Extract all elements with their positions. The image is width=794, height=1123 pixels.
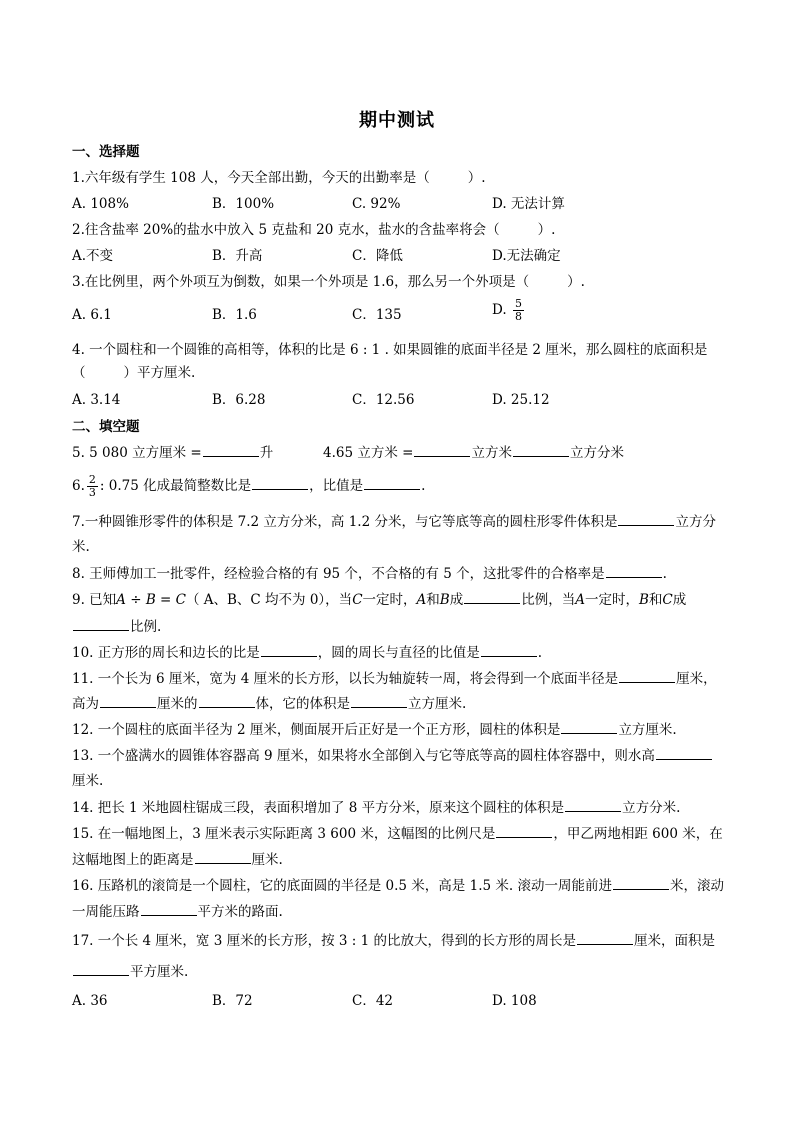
question-text: 一定时，	[584, 592, 639, 608]
option-b: B．1.6	[212, 307, 257, 323]
question-13	[72, 745, 713, 766]
answer-blank[interactable]	[565, 797, 621, 812]
question-text: 这幅地图上的距离是	[72, 852, 194, 868]
unit-text: 厘米，	[676, 671, 717, 687]
unit-text: 立方米	[471, 445, 512, 461]
fraction-denominator: 3	[88, 486, 96, 499]
section-heading-choice: 一、选择题	[72, 144, 140, 160]
question-text: 一定时，	[362, 592, 417, 608]
variable: B	[439, 592, 450, 608]
option-b: B．升高	[212, 248, 263, 264]
question-text: （	[72, 365, 86, 381]
question-text: 厘米的	[157, 696, 198, 712]
question-text: 米，滚动	[669, 878, 724, 894]
answer-blank[interactable]	[351, 693, 407, 708]
question-11	[72, 668, 717, 689]
equation: A ÷ B = C	[116, 592, 186, 608]
page-title: 期中测试	[359, 110, 435, 131]
question-9-line-2	[72, 616, 161, 637]
unit-text: 立方分米.	[622, 800, 681, 816]
question-text: 3.在比例里，两个外项互为倒数，如果一个外项是 1.6，那么另一个外项是（	[72, 274, 530, 290]
question-number: 6.	[72, 478, 85, 494]
unit-text: 立方分米	[569, 445, 624, 461]
question-text-end: ）.	[537, 222, 556, 238]
unit-text: 立方分	[675, 514, 716, 530]
answer-blank[interactable]	[481, 642, 537, 657]
variable: A	[416, 592, 427, 608]
answer-blank[interactable]	[141, 901, 197, 916]
answer-blank[interactable]	[100, 693, 156, 708]
answer-blank[interactable]	[73, 616, 129, 631]
question-6	[72, 474, 425, 499]
answer-blank[interactable]	[656, 745, 712, 760]
question-text: 5. 5 080 立方厘米 =	[72, 445, 202, 461]
question-text: 成	[449, 592, 464, 608]
answer-blank[interactable]	[577, 930, 633, 945]
option-c: C. 92%	[352, 196, 401, 212]
question-16-line-2	[72, 901, 283, 922]
option-a: A. 36	[72, 993, 108, 1009]
question-text: （ A、B、C 均不为 0），当	[185, 592, 353, 608]
question-text: 8. 王师傅加工一批零件，经检验合格的有 95 个，不合格的有 5 个，这批零件的合格率是	[72, 566, 605, 582]
question-text: 厘米，面积是	[634, 933, 715, 949]
question-text: 16. 压路机的滚筒是一个圆柱，它的底面圆的半径是 0.5 米，高是 1.5 米. 滚动一周能前进	[72, 878, 612, 894]
question-text: 9. 已知	[72, 592, 117, 608]
question-text: ，圆的周长与直径的比值是	[317, 645, 480, 661]
question-text: 比例，当	[521, 592, 576, 608]
question-text: 比例.	[130, 619, 162, 635]
fraction-numerator: 2	[88, 473, 96, 486]
option-d: D. 25.12	[492, 392, 550, 408]
question-text: 7.一种圆锥形零件的体积是 7.2 立方分米，高 1.2 分米，与它等底等高的圆柱形零件体积是	[72, 514, 618, 530]
option-d: D.无法确定	[492, 248, 561, 264]
answer-blank[interactable]	[619, 668, 675, 683]
question-text: 体，它的体积是	[255, 696, 350, 712]
question-text: 11. 一个长为 6 厘米，宽为 4 厘米的长方形，以长为轴旋转一周，将会得到一个底面半径是	[72, 671, 619, 687]
answer-blank[interactable]	[203, 442, 259, 457]
question-14	[72, 797, 680, 818]
fraction	[513, 298, 524, 323]
answer-blank[interactable]	[464, 589, 520, 604]
fraction-denominator: 8	[514, 310, 522, 323]
question-text: 和	[426, 592, 440, 608]
option-c: C．42	[352, 993, 394, 1009]
answer-blank[interactable]	[513, 442, 569, 457]
answer-blank[interactable]	[261, 642, 317, 657]
answer-blank[interactable]	[496, 823, 552, 838]
answer-blank[interactable]	[364, 475, 420, 490]
question-13-line-2: 厘米.	[72, 773, 104, 789]
option-a: A. 6.1	[72, 307, 112, 323]
question-text: 14. 把长 1 米地圆柱锯成三段，表面积增加了 8 平方分米，原来这个圆柱的体积是	[72, 800, 565, 816]
question-8	[72, 563, 667, 584]
question-17	[72, 930, 715, 951]
unit-text: 立方厘米.	[618, 722, 677, 738]
option-c: C．降低	[352, 248, 403, 264]
option-d: D. 无法计算	[492, 196, 565, 212]
question-text-end: ）.	[467, 170, 486, 186]
option-c: C．135	[352, 307, 402, 323]
question-3	[72, 272, 585, 292]
option-d-label: D.	[492, 302, 507, 318]
unit-text: 平方厘米.	[130, 964, 189, 980]
option-b: B．72	[212, 993, 253, 1009]
answer-blank[interactable]	[252, 475, 308, 490]
question-text-end: .	[662, 566, 667, 582]
option-a: A. 3.14	[72, 392, 121, 408]
option-c: C．12.56	[352, 392, 415, 408]
question-2	[72, 220, 555, 240]
variable: A	[575, 592, 585, 608]
unit-text: 升	[259, 445, 274, 461]
question-11-line-2	[72, 693, 466, 714]
question-4-line-1: 4. 一个圆柱和一个圆锥的高相等，体积的比是 6 : 1 . 如果圆锥的底面半径是 2 厘米，那么圆柱的底面积是	[72, 342, 708, 358]
question-text: 12. 一个圆柱的底面半径为 2 厘米，侧面展开后正好是一个正方形，圆柱的体积是	[72, 722, 561, 738]
question-text: : 0.75 化成最简整数比是	[99, 478, 252, 494]
variable: C	[662, 592, 673, 608]
question-12	[72, 719, 677, 740]
question-text-end: .	[537, 645, 543, 661]
question-9	[72, 589, 686, 610]
answer-blank[interactable]	[561, 719, 617, 734]
question-text: 15. 在一幅地图上，3 厘米表示实际距离 3 600 米，这幅图的比例尺是	[72, 826, 496, 842]
unit-text: 平方米的路面.	[197, 904, 283, 920]
question-15	[72, 823, 723, 844]
question-7-line-2: 米.	[72, 539, 90, 555]
question-text: 13. 一个盛满水的圆锥体容器高 9 厘米，如果将水全部倒入与它等底等高的圆柱体容器中，则水高	[72, 748, 655, 764]
fraction-numerator: 5	[514, 297, 522, 310]
question-7	[72, 511, 716, 532]
option-a: A.不变	[72, 248, 114, 264]
answer-blank[interactable]	[414, 442, 470, 457]
option-a: A. 108%	[72, 196, 129, 212]
question-text: 高为	[72, 696, 99, 712]
variable: B	[638, 592, 649, 608]
question-text: 4.65 立方米 =	[323, 445, 414, 461]
question-text: 10. 正方形的周长和边长的比是	[72, 645, 260, 661]
question-text: 1.六年级有学生 108 人，今天全部出勤，今天的出勤率是（	[72, 170, 430, 186]
answer-blank[interactable]	[618, 511, 674, 526]
question-4-line-2	[72, 363, 195, 383]
answer-blank[interactable]	[199, 693, 255, 708]
question-text: 和	[648, 592, 663, 608]
question-text: ，甲乙两地相距 600 米，在	[553, 826, 723, 842]
option-b: B．6.28	[212, 392, 266, 408]
question-text: 一周能压路	[72, 904, 140, 920]
question-5b	[323, 442, 624, 463]
variable: C	[352, 592, 363, 608]
question-text: 成	[672, 592, 687, 608]
unit-text: 立方厘米.	[408, 696, 467, 712]
unit-text: 厘米.	[251, 852, 283, 868]
fraction	[87, 474, 98, 499]
option-b: B．100%	[212, 196, 275, 212]
question-text: 2.往含盐率 20%的盐水中放入 5 克盐和 20 克水，盐水的含盐率将会（	[72, 222, 500, 238]
question-15-line-2	[72, 849, 283, 870]
answer-blank[interactable]	[73, 961, 129, 976]
question-1	[72, 168, 486, 188]
option-d: D. 108	[492, 993, 537, 1009]
answer-blank[interactable]	[606, 563, 662, 578]
question-text-end: .	[421, 478, 426, 494]
question-5	[72, 442, 273, 463]
section-heading-fill: 二、填空题	[72, 419, 140, 435]
option-d	[492, 298, 526, 323]
answer-blank[interactable]	[195, 849, 251, 864]
question-text: 17. 一个长 4 厘米，宽 3 厘米的长方形，按 3 : 1 的比放大，得到的长方形的周长是	[72, 933, 576, 949]
question-16	[72, 875, 724, 896]
question-17-line-2	[72, 961, 188, 982]
question-text-end: ）.	[567, 274, 585, 290]
question-text-end: ）平方厘米.	[123, 365, 196, 381]
question-text: ，比值是	[309, 478, 364, 494]
answer-blank[interactable]	[613, 875, 669, 890]
question-10	[72, 642, 542, 663]
